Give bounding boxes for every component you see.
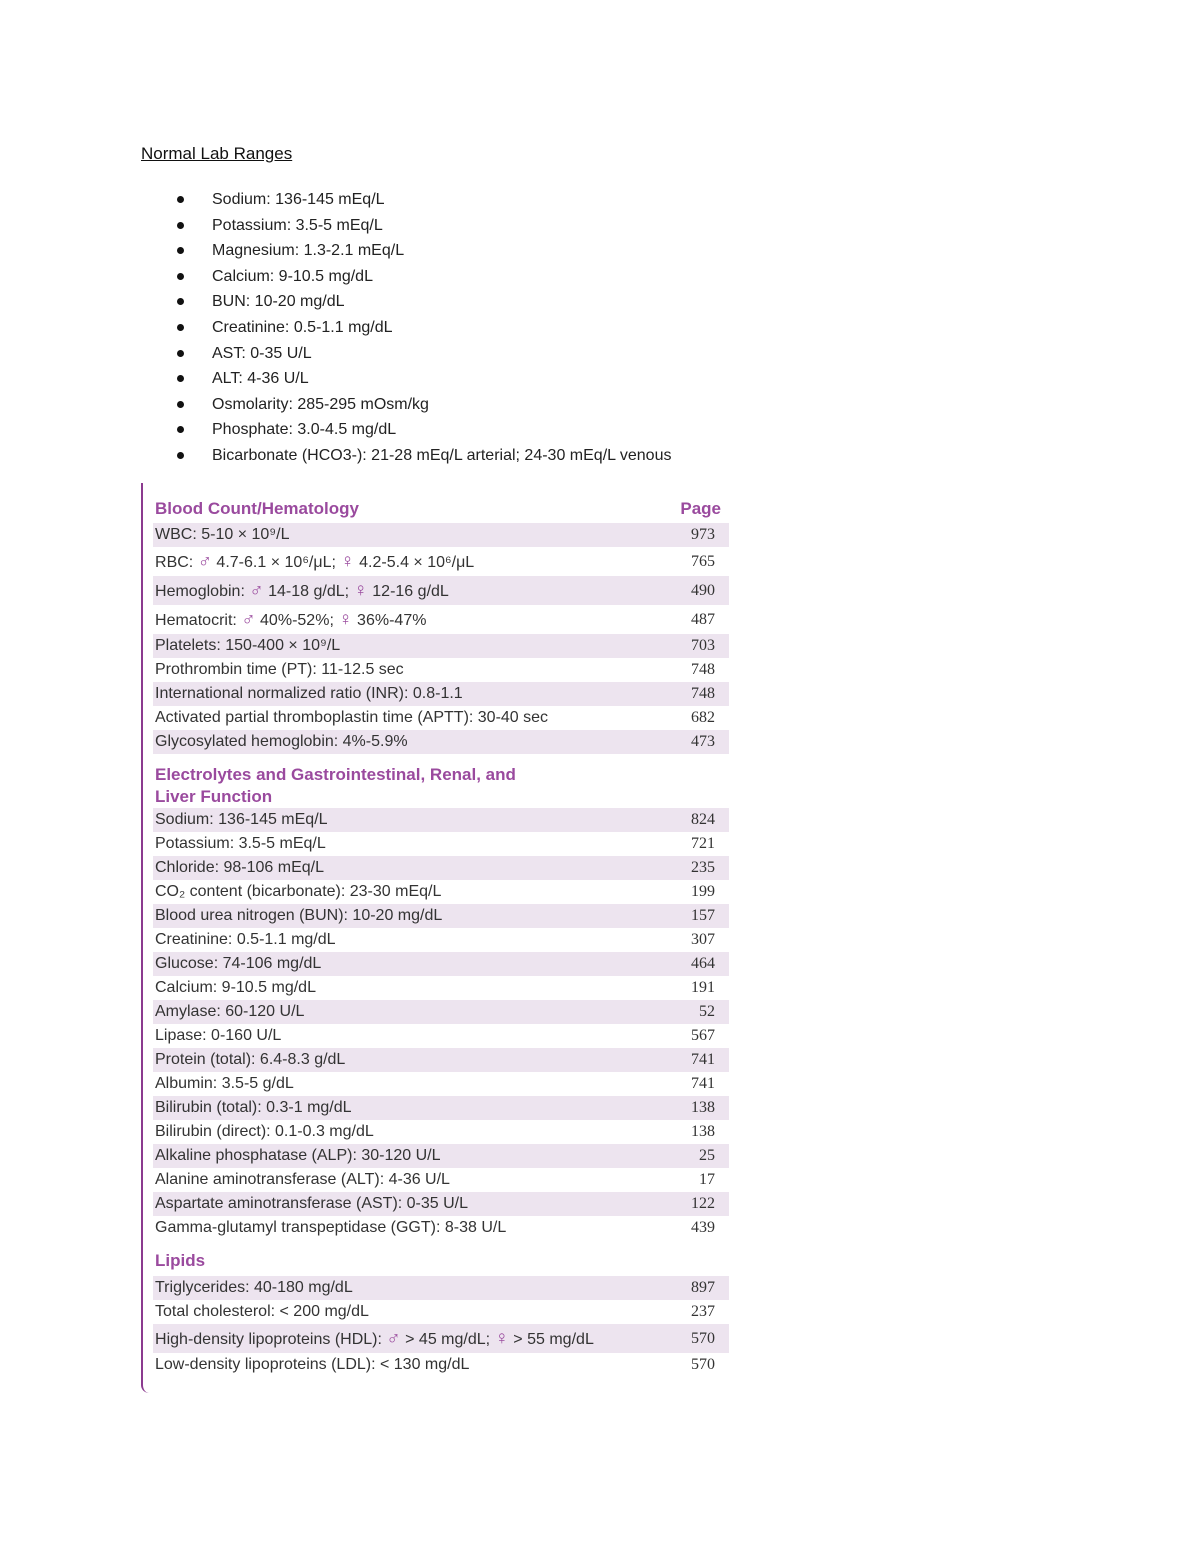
table-row (153, 730, 729, 754)
row-page: 748 (691, 661, 715, 678)
male-symbol-icon: ♂ (249, 580, 264, 601)
page-column-header: Page (680, 499, 721, 518)
male-symbol-icon: ♂ (197, 551, 212, 572)
row-page: 473 (691, 733, 715, 750)
section-heading-hematology: Blood Count/Hematology (155, 499, 359, 518)
row-page: 17 (699, 1171, 715, 1188)
row-page: 138 (691, 1099, 715, 1116)
row-text: Bilirubin (total): 0.3-1 mg/dL (155, 1099, 352, 1116)
list-item-text: BUN: 10-20 mg/dL (212, 293, 345, 311)
lab-ranges-list (175, 187, 671, 469)
table-row (153, 1216, 729, 1240)
row-page: 25 (699, 1147, 715, 1164)
row-text: International normalized ratio (INR): 0.8-1.1 (155, 685, 463, 702)
male-symbol-icon: ♂ (241, 609, 256, 630)
bullet-icon (177, 375, 184, 382)
table-row (153, 1072, 729, 1096)
row-page: 570 (691, 1330, 715, 1347)
row-page: 570 (691, 1356, 715, 1373)
list-item (175, 315, 671, 341)
row-page: 721 (691, 835, 715, 852)
row-text: Lipase: 0-160 U/L (155, 1027, 282, 1044)
table-header (153, 483, 729, 523)
list-item (175, 366, 671, 392)
row-text: Gamma-glutamyl transpeptidase (GGT): 8-38 U/L (155, 1219, 507, 1236)
table-row (153, 832, 729, 856)
table-row (153, 1192, 729, 1216)
row-text: Bilirubin (direct): 0.1-0.3 mg/dL (155, 1123, 374, 1140)
table-row (153, 682, 729, 706)
row-text: CO₂ content (bicarbonate): 23-30 mEq/L (155, 883, 442, 900)
list-item-text: Magnesium: 1.3-2.1 mEq/L (212, 242, 405, 260)
row-text: Glycosylated hemoglobin: 4%-5.9% (155, 733, 408, 750)
female-symbol-icon: ♀ (338, 609, 353, 630)
row-text: Albumin: 3.5-5 g/dL (155, 1075, 294, 1092)
list-item (175, 417, 671, 443)
table-row (153, 928, 729, 952)
row-text: Aspartate aminotransferase (AST): 0-35 U/L (155, 1195, 469, 1212)
list-item-text: ALT: 4-36 U/L (212, 370, 309, 388)
row-page: 703 (691, 637, 715, 654)
row-text: Amylase: 60-120 U/L (155, 1003, 305, 1020)
female-symbol-icon: ♀ (494, 1328, 509, 1349)
row-text: Total cholesterol: < 200 mg/dL (155, 1303, 369, 1320)
table-row (153, 1276, 729, 1300)
row-page: 824 (691, 811, 715, 828)
bullet-icon (177, 196, 184, 203)
table-row (153, 1168, 729, 1192)
table-row (153, 1120, 729, 1144)
table-row (153, 880, 729, 904)
list-item (175, 264, 671, 290)
section-heading-electrolytes (153, 764, 729, 808)
male-symbol-icon: ♂ (386, 1328, 401, 1349)
list-item-text: Sodium: 136-145 mEq/L (212, 191, 385, 208)
row-page: 748 (691, 685, 715, 702)
table-row (153, 1000, 729, 1024)
table-row (153, 1024, 729, 1048)
row-text: Creatinine: 0.5-1.1 mg/dL (155, 931, 336, 948)
row-text: RBC: ♂ 4.7-6.1 × 10⁶/μL; ♀ 4.2-5.4 × 10⁶/μL (155, 551, 475, 572)
row-text: WBC: 5-10 × 10⁹/L (155, 526, 290, 543)
row-text: Glucose: 74-106 mg/dL (155, 955, 322, 972)
row-text: Potassium: 3.5-5 mEq/L (155, 835, 326, 852)
row-text: Alanine aminotransferase (ALT): 4-36 U/L (155, 1171, 450, 1188)
bullet-icon (177, 273, 184, 280)
row-page: 765 (691, 553, 715, 570)
list-item-text: Osmolarity: 285-295 mOsm/kg (212, 395, 429, 413)
list-item-text: Bicarbonate (HCO3-): 21-28 mEq/L arterial; 24-30 mEq/L venous (212, 446, 672, 464)
female-symbol-icon: ♀ (353, 580, 368, 601)
table-row (153, 706, 729, 730)
table-row (153, 808, 729, 832)
table-row (153, 856, 729, 880)
row-page: 52 (699, 1003, 715, 1020)
row-text: Triglycerides: 40-180 mg/dL (155, 1279, 353, 1296)
row-page: 490 (691, 582, 715, 599)
row-page: 973 (691, 526, 715, 543)
row-text: Sodium: 136-145 mEq/L (155, 811, 328, 828)
table-row (153, 904, 729, 928)
table-row (153, 1096, 729, 1120)
table-row (153, 605, 729, 634)
table-row (153, 658, 729, 682)
list-item-text: Creatinine: 0.5-1.1 mg/dL (212, 318, 393, 336)
bullet-icon (177, 350, 184, 357)
list-item-text: Potassium: 3.5-5 mEq/L (212, 216, 383, 234)
bullet-icon (177, 298, 184, 305)
row-text: Prothrombin time (PT): 11-12.5 sec (155, 661, 404, 678)
reference-table (153, 483, 729, 1377)
list-item (175, 443, 671, 469)
table-row (153, 1300, 729, 1324)
row-page: 741 (691, 1051, 715, 1068)
row-page: 682 (691, 709, 715, 726)
row-page: 439 (691, 1219, 715, 1236)
table-row (153, 523, 729, 547)
row-text: Hemoglobin: ♂ 14-18 g/dL; ♀ 12-16 g/dL (155, 580, 449, 601)
table-row (153, 1324, 729, 1353)
row-page: 122 (691, 1195, 715, 1212)
table-row (153, 547, 729, 576)
section-heading-lipids: Lipids (155, 1251, 206, 1270)
bullet-icon (177, 247, 184, 254)
table-row (153, 952, 729, 976)
row-text: Alkaline phosphatase (ALP): 30-120 U/L (155, 1147, 441, 1164)
bullet-icon (177, 222, 184, 229)
list-item-text: Phosphate: 3.0-4.5 mg/dL (212, 421, 397, 439)
bullet-icon (177, 426, 184, 433)
list-item (175, 213, 671, 239)
table-row (153, 576, 729, 605)
table-row (153, 1144, 729, 1168)
reference-table-image (141, 483, 731, 1393)
list-item (175, 341, 671, 367)
row-page: 307 (691, 931, 715, 948)
list-item (175, 238, 671, 264)
table-row (153, 1048, 729, 1072)
row-text: Protein (total): 6.4-8.3 g/dL (155, 1051, 346, 1068)
row-page: 237 (691, 1303, 715, 1320)
row-page: 235 (691, 859, 715, 876)
list-item (175, 187, 671, 213)
row-page: 567 (691, 1027, 715, 1044)
row-page: 464 (691, 955, 715, 972)
section-heading-line: Electrolytes and Gastrointestinal, Renal, and (155, 765, 516, 784)
table-row (153, 1353, 729, 1377)
bullet-icon (177, 401, 184, 408)
row-page: 157 (691, 907, 715, 924)
section-heading-line: Liver Function (155, 787, 273, 806)
row-page: 741 (691, 1075, 715, 1092)
female-symbol-icon: ♀ (340, 551, 355, 572)
list-item-text: AST: 0-35 U/L (212, 344, 312, 362)
row-text: Chloride: 98-106 mEq/L (155, 859, 324, 876)
row-text: Hematocrit: ♂ 40%-52%; ♀ 36%-47% (155, 609, 427, 630)
table-row (153, 634, 729, 658)
row-text: Low-density lipoproteins (LDL): < 130 mg/dL (155, 1356, 470, 1373)
row-text: Activated partial thromboplastin time (APTT): 30-40 sec (155, 709, 549, 726)
row-page: 199 (691, 883, 715, 900)
list-item (175, 392, 671, 418)
list-item (175, 289, 671, 315)
row-text: Calcium: 9-10.5 mg/dL (155, 979, 316, 996)
bullet-icon (177, 452, 184, 459)
row-text: Platelets: 150-400 × 10⁹/L (155, 637, 341, 654)
list-item-text: Calcium: 9-10.5 mg/dL (212, 267, 373, 285)
row-page: 191 (691, 979, 715, 996)
bullet-icon (177, 324, 184, 331)
row-page: 897 (691, 1279, 715, 1296)
row-page: 138 (691, 1123, 715, 1140)
page-title: Normal Lab Ranges (141, 144, 293, 163)
table-row (153, 976, 729, 1000)
row-text: Blood urea nitrogen (BUN): 10-20 mg/dL (155, 907, 443, 924)
row-page: 487 (691, 611, 715, 628)
row-text: High-density lipoproteins (HDL): ♂ > 45 mg/dL; ♀ > 55 mg/dL (155, 1328, 594, 1349)
